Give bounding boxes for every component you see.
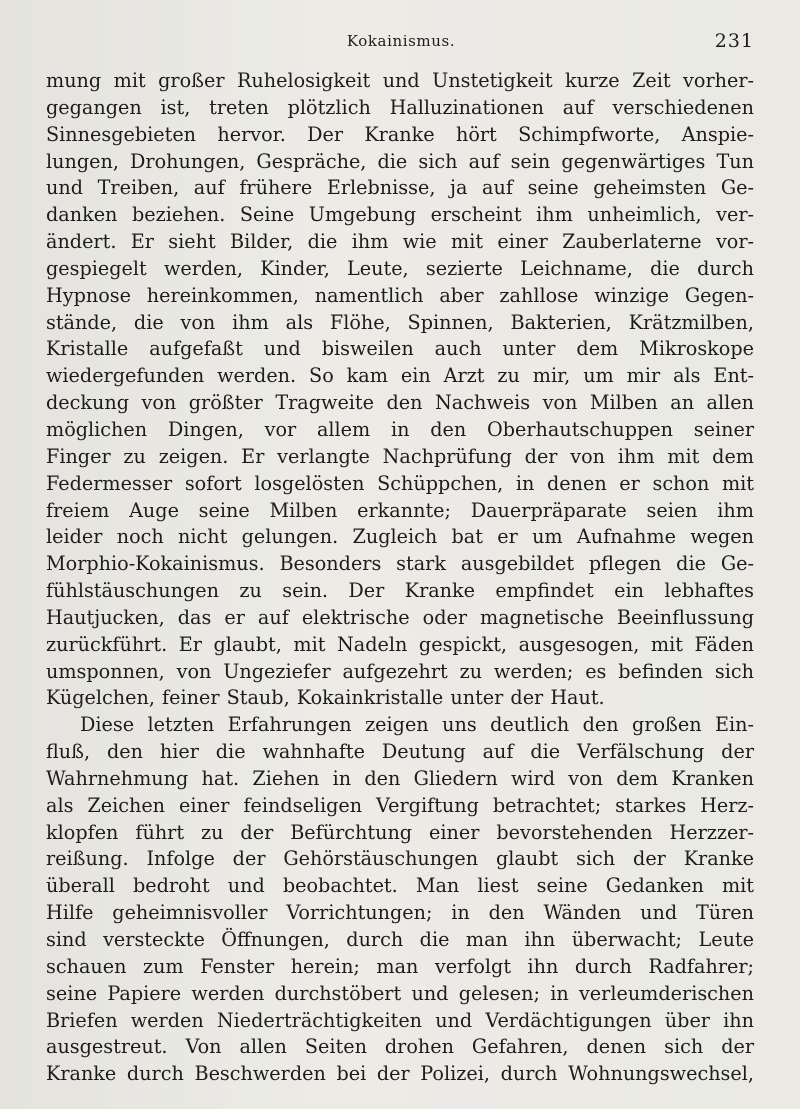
text-line: Sinnesgebieten hervor. Der Kranke hört Schimpfworte, Anspie- xyxy=(46,122,754,146)
text-line: Finger zu zeigen. Er verlangte Nachprüfung der von ihm mit dem xyxy=(46,444,754,468)
text-line: sind versteckte Öffnungen, durch die man ihn überwacht; Leute xyxy=(46,928,754,951)
text-line: als Zeichen einer feindseligen Vergiftung betrachtet; starkes Herz- xyxy=(46,793,754,817)
text-line: reißung. Infolge der Gehörstäuschungen glaubt sich der Kranke xyxy=(46,847,754,871)
text-line: Federmesser sofort losgelösten Schüppchen, in denen er schon mit xyxy=(46,471,754,495)
text-line: freiem Auge seine Milben erkannte; Dauerpräparate seien ihm xyxy=(46,498,754,522)
text-line: fluß, den hier die wahnhafte Deutung auf die Verfälschung der xyxy=(46,740,754,764)
text-line: schauen zum Fenster herein; man verfolgt ihn durch Radfahrer; xyxy=(46,954,754,978)
text-line: überall bedroht und beobachtet. Man liest seine Gedanken mit xyxy=(46,874,754,898)
text-line: wiedergefunden werden. So kam ein Arzt zu mir, um mir als Ent- xyxy=(46,364,754,388)
text-line: danken beziehen. Seine Umgebung erscheint ihm unheimlich, ver- xyxy=(46,203,754,227)
text-line: gespiegelt werden, Kinder, Leute, sezierte Leichname, die durch xyxy=(46,256,754,280)
text-line: gegangen ist, treten plötzlich Halluzinationen auf verschiedenen xyxy=(46,95,754,119)
text-line: klopfen führt zu der Befürchtung einer bevorstehenden Herzzer- xyxy=(46,820,754,844)
text-line: fühlstäuschungen zu sein. Der Kranke empfindet ein lebhaftes xyxy=(46,579,754,603)
text-line: Hilfe geheimnisvoller Vorrichtungen; in den Wänden und Türen xyxy=(46,901,754,925)
text-line: ausgestreut. Von allen Seiten drohen Gefahren, denen sich der xyxy=(46,1035,754,1059)
text-line: Briefen werden Niederträchtigkeiten und Verdächtigungen über ihn xyxy=(46,1008,754,1032)
text-line: Hypnose hereinkommen, namentlich aber zahllose winzige Gegen- xyxy=(46,283,754,307)
text-line: Morphio-Kokainismus. Besonders stark ausgebildet pflegen die Ge- xyxy=(46,552,754,576)
text-line: umsponnen, von Ungeziefer aufgezehrt zu werden; es befinden sich xyxy=(46,659,754,683)
text-line: leider noch nicht gelungen. Zugleich bat er um Aufnahme wegen xyxy=(46,525,754,549)
page-body xyxy=(46,68,754,1088)
paragraph-2 xyxy=(46,712,754,1088)
text-line: ändert. Er sieht Bilder, die ihm wie mit einer Zauberlaterne vor- xyxy=(46,230,754,254)
page-number: 231 xyxy=(714,30,754,52)
text-line: lungen, Drohungen, Gespräche, die sich auf sein gegenwärtiges Tun xyxy=(46,149,754,173)
text-line: Kügelchen, feiner Staub, Kokainkristalle unter der Haut. xyxy=(46,686,605,710)
text-line: Kranke durch Beschwerden bei der Polizei, durch Wohnungswechsel, xyxy=(46,1062,754,1086)
running-head: Kokainismus. xyxy=(346,32,456,50)
text-line: stände, die von ihm als Flöhe, Spinnen, Bakterien, Krätzmilben, xyxy=(46,310,754,334)
text-line: Kristalle aufgefaßt und bisweilen auch unter dem Mikroskope xyxy=(46,337,754,361)
text-line: mung mit großer Ruhelosigkeit und Unstetigkeit kurze Zeit vorher- xyxy=(46,69,754,92)
text-line: seine Papiere werden durchstöbert und gelesen; in verleumderischen xyxy=(46,981,754,1005)
text-line: zurückführt. Er glaubt, mit Nadeln gespickt, ausgesogen, mit Fäden xyxy=(46,632,754,656)
text-line: Diese letzten Erfahrungen zeigen uns deutlich den großen Ein- xyxy=(80,713,754,737)
paragraph-1 xyxy=(46,68,754,712)
text-line: deckung von größter Tragweite den Nachweis von Milben an allen xyxy=(46,391,754,415)
text-line: Hautjucken, das er auf elektrische oder magnetische Beeinflussung xyxy=(46,605,754,629)
text-line: Wahrnehmung hat. Ziehen in den Gliedern wird von dem Kranken xyxy=(46,766,754,790)
page-header xyxy=(46,30,756,56)
text-line: und Treiben, auf frühere Erlebnisse, ja auf seine geheimsten Ge- xyxy=(46,176,754,200)
text-line: möglichen Dingen, vor allem in den Oberhautschuppen seiner xyxy=(46,417,754,441)
